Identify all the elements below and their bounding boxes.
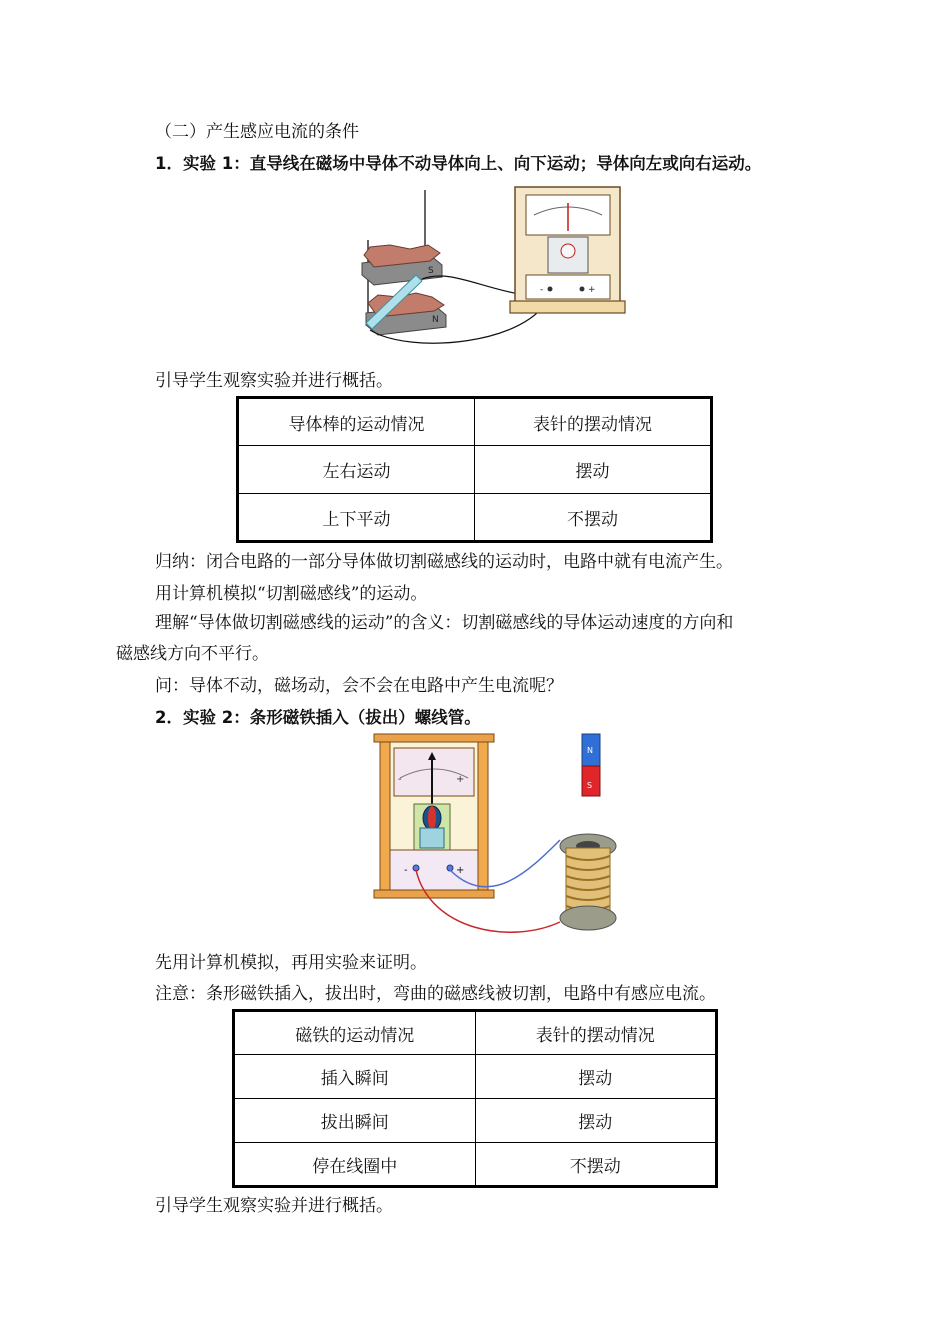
bar-magnet-s-label: S <box>587 781 593 790</box>
table-row <box>238 494 712 542</box>
table1-header-needle: 表针的摆动情况 <box>475 398 712 446</box>
guide-text-2: 引导学生观察实验并进行概括。 <box>155 1196 393 1216</box>
svg-text:+: + <box>456 774 465 785</box>
table1-cell: 左右运动 <box>238 446 475 494</box>
understand-text-line-2: 磁感线方向不平行。 <box>116 644 269 664</box>
section-heading: （二）产生感应电流的条件 <box>155 122 359 142</box>
table2-cell: 摆动 <box>475 1055 717 1099</box>
bar-magnet-n-label: N <box>587 746 593 755</box>
table2-cell: 插入瞬间 <box>234 1055 476 1099</box>
experiment-2-text: 实验 2：条形磁铁插入（拔出）螺线管。 <box>182 708 481 727</box>
meter-1-plus: + <box>588 285 596 295</box>
figure-magnet-and-solenoid <box>370 730 630 945</box>
table-row <box>234 1143 717 1187</box>
figure-conductor-in-magnetic-field <box>350 185 640 350</box>
table2-header-motion: 磁铁的运动情况 <box>234 1011 476 1055</box>
meter-2-minus: - <box>404 865 408 876</box>
table2-header-needle: 表针的摆动情况 <box>475 1011 717 1055</box>
table1-header-motion: 导体棒的运动情况 <box>238 398 475 446</box>
table1-cell: 上下平动 <box>238 494 475 542</box>
table1-cell: 摆动 <box>475 446 712 494</box>
understand-text-line-1: 理解“导体做切割磁感线的运动”的含义：切割磁感线的导体运动速度的方向和 <box>155 613 734 633</box>
experiment-2-title <box>155 706 481 730</box>
table2-cell: 停在线圈中 <box>234 1143 476 1187</box>
question-text: 问：导体不动，磁场动，会不会在电路中产生电流呢？ <box>155 676 563 696</box>
note-text: 注意：条形磁铁插入，拔出时，弯曲的磁感线被切割，电路中有感应电流。 <box>155 984 716 1004</box>
experiment-1-text: 实验 1：直导线在磁场中导体不动导体向上、向下运动；导体向左或向右运动。 <box>182 154 762 173</box>
magnet-bottom-label: N <box>432 315 439 325</box>
experiment-1-number: 1． <box>155 154 183 173</box>
meter-1-minus: - <box>540 285 544 295</box>
simulate-text: 用计算机模拟“切割磁感线”的运动。 <box>155 584 428 604</box>
table-row <box>234 1099 717 1143</box>
table2-cell: 不摆动 <box>475 1143 717 1187</box>
experiment-2-number: 2． <box>155 708 183 727</box>
guide-text-1: 引导学生观察实验并进行概括。 <box>155 371 393 391</box>
table2-cell: 拔出瞬间 <box>234 1099 476 1143</box>
table-magnet-motion <box>232 1009 718 1188</box>
summary-text: 归纳：闭合电路的一部分导体做切割磁感线的运动时，电路中就有电流产生。 <box>155 552 733 572</box>
experiment-1-title <box>155 152 761 176</box>
meter-2-plus: + <box>456 865 465 876</box>
table-conductor-motion <box>236 396 713 543</box>
table-row <box>234 1055 717 1099</box>
table-row <box>238 446 712 494</box>
simulate-2-text: 先用计算机模拟，再用实验来证明。 <box>155 953 427 973</box>
table1-cell: 不摆动 <box>475 494 712 542</box>
magnet-top-label: S <box>428 266 434 276</box>
svg-text:-: - <box>398 774 402 785</box>
table2-cell: 摆动 <box>475 1099 717 1143</box>
